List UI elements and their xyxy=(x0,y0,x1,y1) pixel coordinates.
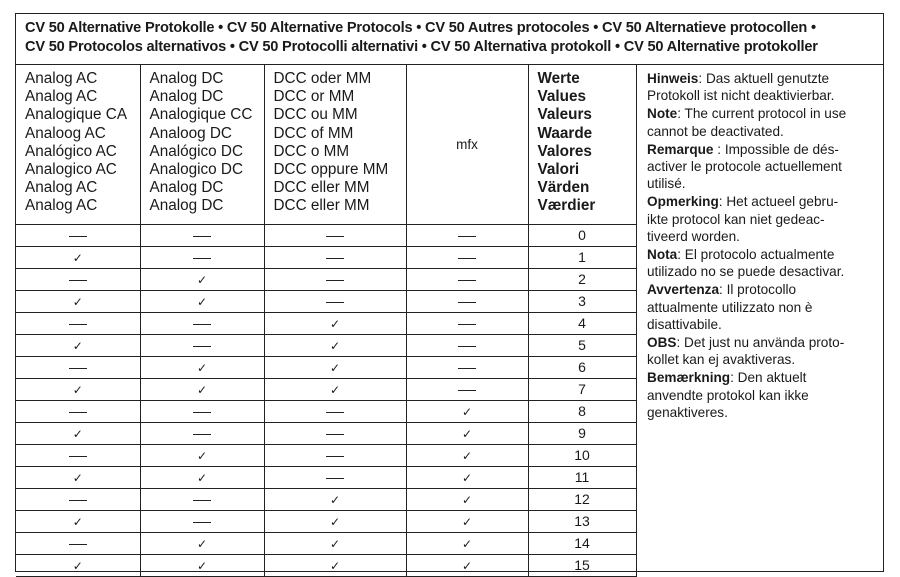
note-text: Il protocollo xyxy=(726,282,797,298)
cell-dcc xyxy=(264,356,406,378)
table-title xyxy=(16,14,883,65)
note-item xyxy=(647,105,879,139)
check-icon: ✓ xyxy=(329,559,341,573)
note-line xyxy=(647,404,879,421)
dash-icon xyxy=(458,390,476,391)
check-icon: ✓ xyxy=(461,537,473,551)
table-row xyxy=(16,246,636,268)
check-icon: ✓ xyxy=(461,405,473,419)
header-values-line: Værdier xyxy=(537,197,596,215)
note-text: activer le protocole actuellement xyxy=(647,159,842,175)
protocol-grid xyxy=(16,65,637,577)
cell-ac xyxy=(16,422,140,444)
cell-mfx xyxy=(406,422,528,444)
cell-ac xyxy=(16,246,140,268)
cell-value: 4 xyxy=(528,312,636,334)
cell-value: 15 xyxy=(528,554,636,576)
cell-dcc xyxy=(264,400,406,422)
header-analog-dc-line: Analog DC xyxy=(149,88,224,106)
dash-icon xyxy=(193,434,211,435)
table-row xyxy=(16,378,636,400)
check-icon: ✓ xyxy=(196,559,208,573)
header-dcc xyxy=(264,65,406,224)
note-line xyxy=(647,351,879,368)
header-dcc-line: DCC eller MM xyxy=(273,179,370,197)
note-text: Impossible de dés- xyxy=(724,141,839,157)
note-text: The current protocol in use xyxy=(684,106,847,122)
cell-ac xyxy=(16,488,140,510)
dash-icon xyxy=(193,412,211,413)
cell-value: 2 xyxy=(528,268,636,290)
header-analog-ac-line: Analogique CA xyxy=(25,106,128,124)
header-analog-dc-line: Analógico DC xyxy=(149,142,244,160)
header-analog-dc-line: Analoog DC xyxy=(149,124,232,142)
dash-icon xyxy=(193,324,211,325)
check-icon: ✓ xyxy=(196,449,208,463)
header-analog-ac-line: Analogico AC xyxy=(25,161,117,179)
note-line xyxy=(647,228,879,245)
cell-ac xyxy=(16,334,140,356)
table-row xyxy=(16,334,636,356)
note-item xyxy=(647,246,879,280)
cell-dc xyxy=(140,510,264,532)
cell-value: 6 xyxy=(528,356,636,378)
cell-ac xyxy=(16,312,140,334)
cell-mfx xyxy=(406,224,528,246)
cell-mfx xyxy=(406,444,528,466)
note-label: Note xyxy=(647,106,678,122)
check-icon: ✓ xyxy=(461,493,473,507)
cell-value: 7 xyxy=(528,378,636,400)
cell-dcc xyxy=(264,422,406,444)
cell-ac xyxy=(16,378,140,400)
dash-icon xyxy=(458,258,476,259)
header-analog-ac-line: Analog AC xyxy=(25,88,98,106)
header-values-line: Waarde xyxy=(537,124,593,142)
header-analog-ac-line: Analog AC xyxy=(25,70,98,87)
check-icon: ✓ xyxy=(72,471,83,485)
dash-icon xyxy=(458,368,476,369)
cell-dc xyxy=(140,334,264,356)
cell-ac xyxy=(16,444,140,466)
note-separator: : xyxy=(698,71,706,86)
cell-dcc xyxy=(264,312,406,334)
cell-mfx xyxy=(406,488,528,510)
cell-ac xyxy=(16,554,140,576)
cell-mfx xyxy=(406,378,528,400)
cell-dc xyxy=(140,488,264,510)
note-text: ikte protocol kan niet gedeac- xyxy=(647,211,825,227)
cell-mfx xyxy=(406,554,528,576)
check-icon: ✓ xyxy=(461,515,473,529)
check-icon: ✓ xyxy=(72,559,83,573)
note-text: utilizado no se puede desactivar. xyxy=(647,264,845,280)
note-line xyxy=(647,316,879,333)
header-row xyxy=(16,65,636,224)
table-row xyxy=(16,510,636,532)
cell-value: 9 xyxy=(528,422,636,444)
table-row xyxy=(16,224,636,246)
dash-icon xyxy=(69,544,87,545)
cell-dcc xyxy=(264,444,406,466)
cell-dcc xyxy=(264,510,406,532)
note-line xyxy=(647,141,879,158)
cell-dc xyxy=(140,312,264,334)
note-text: attualmente utilizzato non è xyxy=(647,299,813,315)
cell-ac xyxy=(16,290,140,312)
note-line xyxy=(647,123,879,140)
cell-dc xyxy=(140,444,264,466)
header-values xyxy=(528,65,636,224)
check-icon: ✓ xyxy=(196,295,208,309)
note-separator: : xyxy=(730,370,738,386)
note-line xyxy=(647,334,879,351)
cell-dcc xyxy=(264,466,406,488)
cell-value: 1 xyxy=(528,246,636,268)
cell-ac xyxy=(16,466,140,488)
check-icon: ✓ xyxy=(72,339,83,353)
header-mfx: mfx xyxy=(406,65,528,224)
header-dcc-line: DCC o MM xyxy=(273,142,350,160)
note-separator: : xyxy=(718,194,727,210)
note-text: cannot be deactivated. xyxy=(647,123,784,139)
note-text: genaktiveres. xyxy=(647,404,728,420)
cell-value: 14 xyxy=(528,532,636,554)
header-analog-dc-line: Analog DC xyxy=(149,70,224,87)
cell-ac xyxy=(16,510,140,532)
note-line xyxy=(647,175,879,192)
note-line xyxy=(647,70,879,87)
dash-icon xyxy=(69,500,87,501)
check-icon: ✓ xyxy=(329,515,341,529)
note-text: tiveerd worden. xyxy=(647,228,740,244)
note-line xyxy=(647,387,879,404)
note-line xyxy=(647,87,879,104)
dash-icon xyxy=(326,280,344,281)
dash-icon xyxy=(326,236,344,237)
cell-dcc xyxy=(264,246,406,268)
cell-value: 12 xyxy=(528,488,636,510)
dash-icon xyxy=(69,324,87,325)
cell-mfx xyxy=(406,510,528,532)
dash-icon xyxy=(458,236,476,237)
check-icon: ✓ xyxy=(329,493,341,507)
cell-dcc xyxy=(264,488,406,510)
title-line-1: CV 50 Alternative Protokolle • CV 50 Alternative Protocols • CV 50 Autres protocoles • CV 50 Alternatieve protocollen • xyxy=(25,20,816,36)
cell-dc xyxy=(140,224,264,246)
header-analog-dc-line: Analogico DC xyxy=(149,161,244,179)
dash-icon xyxy=(69,412,87,413)
dash-icon xyxy=(326,478,344,479)
note-item xyxy=(647,70,879,104)
dash-icon xyxy=(458,324,476,325)
header-analog-ac-line: Analog AC xyxy=(25,197,98,215)
header-dcc-line: DCC oder MM xyxy=(273,70,372,87)
check-icon: ✓ xyxy=(196,273,208,287)
header-analog-dc-line: Analog DC xyxy=(149,197,224,215)
note-item xyxy=(647,193,879,245)
check-icon: ✓ xyxy=(72,295,83,309)
note-line xyxy=(647,211,879,228)
cell-ac xyxy=(16,400,140,422)
protocol-table-frame xyxy=(15,13,884,572)
header-analog-dc-line: Analogique CC xyxy=(149,106,253,124)
note-label: Hinweis xyxy=(647,71,699,86)
note-label: OBS xyxy=(647,335,677,351)
check-icon: ✓ xyxy=(196,471,208,485)
check-icon: ✓ xyxy=(72,383,83,397)
header-dcc-line: DCC eller MM xyxy=(273,197,370,215)
dash-icon xyxy=(326,412,344,413)
cell-ac xyxy=(16,224,140,246)
header-values-line: Werte xyxy=(537,70,580,87)
note-text: utilisé. xyxy=(647,176,686,192)
cell-mfx xyxy=(406,246,528,268)
note-separator: : xyxy=(713,141,725,157)
header-values-line: Värden xyxy=(537,179,590,197)
note-line xyxy=(647,263,879,280)
note-line xyxy=(647,281,879,298)
header-analog-ac xyxy=(16,65,140,224)
note-item xyxy=(647,141,879,193)
cell-mfx xyxy=(406,466,528,488)
table-row xyxy=(16,466,636,488)
cell-mfx xyxy=(406,400,528,422)
note-item xyxy=(647,369,879,421)
note-separator: : xyxy=(677,106,685,122)
note-item xyxy=(647,281,879,333)
check-icon: ✓ xyxy=(329,317,341,331)
dash-icon xyxy=(69,456,87,457)
cell-dc xyxy=(140,400,264,422)
check-icon: ✓ xyxy=(329,361,341,375)
note-item xyxy=(647,334,879,368)
dash-icon xyxy=(193,522,211,523)
note-line xyxy=(647,193,879,210)
table-row xyxy=(16,312,636,334)
note-line xyxy=(647,246,879,263)
dash-icon xyxy=(193,500,211,501)
dash-icon xyxy=(458,346,476,347)
cell-value: 5 xyxy=(528,334,636,356)
header-values-line: Valori xyxy=(537,161,580,179)
cell-dcc xyxy=(264,532,406,554)
dash-icon xyxy=(193,258,211,259)
cell-value: 13 xyxy=(528,510,636,532)
check-icon: ✓ xyxy=(72,427,83,441)
check-icon: ✓ xyxy=(461,559,473,573)
note-line xyxy=(647,369,879,386)
header-analog-ac-line: Analógico AC xyxy=(25,142,117,160)
header-analog-ac-line: Analog AC xyxy=(25,179,98,197)
header-analog-dc-line: Analog DC xyxy=(149,179,224,197)
cell-mfx xyxy=(406,312,528,334)
note-text: Das aktuell genutzte xyxy=(705,71,830,86)
note-label: Nota xyxy=(647,247,678,263)
cell-dcc xyxy=(264,268,406,290)
note-label: Bemærkning xyxy=(647,370,731,386)
cell-dc xyxy=(140,378,264,400)
note-label: Remarque xyxy=(647,141,714,157)
header-dcc-line: DCC oppure MM xyxy=(273,161,389,179)
cell-dc xyxy=(140,422,264,444)
note-line xyxy=(647,299,879,316)
cell-mfx xyxy=(406,268,528,290)
cell-ac xyxy=(16,356,140,378)
cell-mfx xyxy=(406,290,528,312)
dash-icon xyxy=(69,280,87,281)
cell-dc xyxy=(140,554,264,576)
header-values-line: Valeurs xyxy=(537,106,592,124)
cell-dcc xyxy=(264,290,406,312)
cell-dc xyxy=(140,290,264,312)
note-text: El protocolo actualmente xyxy=(684,247,835,263)
check-icon: ✓ xyxy=(329,383,341,397)
table-row xyxy=(16,422,636,444)
cell-dcc xyxy=(264,554,406,576)
note-text: Det just nu använda proto- xyxy=(684,335,845,351)
check-icon: ✓ xyxy=(196,383,208,397)
check-icon: ✓ xyxy=(72,515,83,529)
cell-mfx xyxy=(406,356,528,378)
cell-value: 8 xyxy=(528,400,636,422)
cell-value: 3 xyxy=(528,290,636,312)
cell-dc xyxy=(140,356,264,378)
note-separator: : xyxy=(676,335,685,351)
dash-icon xyxy=(326,302,344,303)
table-row xyxy=(16,444,636,466)
note-separator: : xyxy=(719,282,727,298)
dash-icon xyxy=(458,302,476,303)
header-dcc-line: DCC of MM xyxy=(273,124,354,142)
cell-ac xyxy=(16,532,140,554)
dash-icon xyxy=(193,236,211,237)
check-icon: ✓ xyxy=(329,537,341,551)
cell-dcc xyxy=(264,334,406,356)
dash-icon xyxy=(326,258,344,259)
note-line xyxy=(647,105,879,122)
dash-icon xyxy=(326,434,344,435)
note-text: disattivabile. xyxy=(647,316,722,332)
dash-icon xyxy=(69,236,87,237)
note-label: Opmerking xyxy=(647,194,719,210)
dash-icon xyxy=(458,280,476,281)
note-text: Den aktuelt xyxy=(737,370,807,386)
table-row xyxy=(16,488,636,510)
header-analog-ac-line: Analoog AC xyxy=(25,124,106,142)
title-line-2: CV 50 Protocolos alternativos • CV 50 Protocolli alternativi • CV 50 Alternativa protokoll • CV 50 Alternative protokoller xyxy=(25,39,818,55)
table-row xyxy=(16,290,636,312)
notes-panel xyxy=(636,65,885,422)
check-icon: ✓ xyxy=(196,361,208,375)
table-row xyxy=(16,554,636,576)
check-icon: ✓ xyxy=(329,339,341,353)
note-separator: : xyxy=(677,247,685,263)
header-values-line: Valores xyxy=(537,142,592,160)
table-row xyxy=(16,356,636,378)
header-analog-dc xyxy=(140,65,264,224)
header-values-line: Values xyxy=(537,88,586,106)
table-row xyxy=(16,400,636,422)
check-icon: ✓ xyxy=(72,251,83,265)
cell-ac xyxy=(16,268,140,290)
header-dcc-line: DCC or MM xyxy=(273,88,355,106)
cell-dc xyxy=(140,246,264,268)
cell-dc xyxy=(140,532,264,554)
cell-dcc xyxy=(264,224,406,246)
table-row xyxy=(16,268,636,290)
check-icon: ✓ xyxy=(196,537,208,551)
check-icon: ✓ xyxy=(461,471,473,485)
dash-icon xyxy=(69,368,87,369)
cell-value: 0 xyxy=(528,224,636,246)
header-dcc-line: DCC ou MM xyxy=(273,106,358,124)
note-text: anvendte protokol kan ikke xyxy=(647,387,809,403)
note-line xyxy=(647,158,879,175)
dash-icon xyxy=(326,456,344,457)
note-text: Het actueel gebru- xyxy=(726,194,839,210)
check-icon: ✓ xyxy=(461,427,473,441)
check-icon: ✓ xyxy=(461,449,473,463)
cell-value: 11 xyxy=(528,466,636,488)
note-text: Protokoll ist nicht deaktivierbar. xyxy=(647,88,835,104)
cell-value: 10 xyxy=(528,444,636,466)
table-row xyxy=(16,532,636,554)
cell-dc xyxy=(140,466,264,488)
note-label: Avvertenza xyxy=(647,282,720,298)
cell-mfx xyxy=(406,532,528,554)
cell-mfx xyxy=(406,334,528,356)
dash-icon xyxy=(193,346,211,347)
cell-dc xyxy=(140,268,264,290)
note-text: kollet kan ej avaktiveras. xyxy=(647,352,796,368)
cell-dcc xyxy=(264,378,406,400)
